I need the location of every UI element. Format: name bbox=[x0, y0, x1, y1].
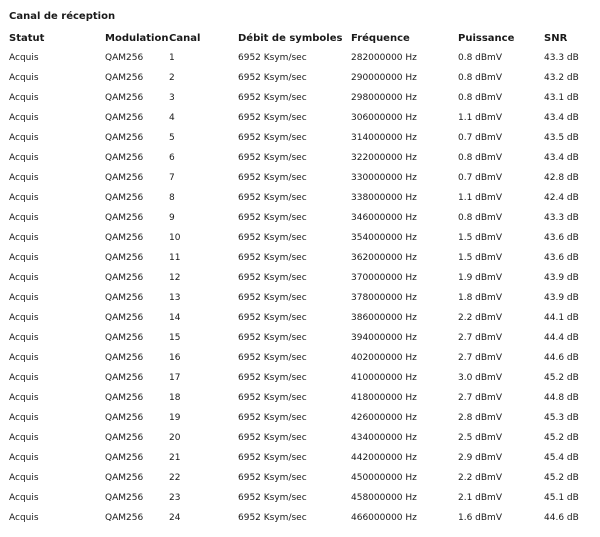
cell-statut: Acquis bbox=[9, 313, 39, 323]
cell-modulation: QAM256 bbox=[105, 213, 144, 223]
cell-puissance: 3.0 dBmV bbox=[458, 373, 502, 383]
table-row bbox=[0, 68, 600, 88]
column-header-snr: SNR bbox=[544, 32, 568, 44]
cell-frequence: 450000000 Hz bbox=[351, 473, 417, 483]
cell-debit: 6952 Ksym/sec bbox=[238, 153, 307, 163]
cell-debit: 6952 Ksym/sec bbox=[238, 373, 307, 383]
table-body bbox=[0, 48, 600, 528]
cell-canal: 20 bbox=[169, 433, 181, 443]
cell-statut: Acquis bbox=[9, 93, 39, 103]
column-header-modulation: Modulation bbox=[105, 32, 169, 44]
cell-statut: Acquis bbox=[9, 193, 39, 203]
cell-statut: Acquis bbox=[9, 293, 39, 303]
cell-debit: 6952 Ksym/sec bbox=[238, 113, 307, 123]
column-header-statut: Statut bbox=[9, 32, 45, 44]
cell-snr: 45.3 dB bbox=[544, 413, 579, 423]
cell-modulation: QAM256 bbox=[105, 293, 144, 303]
cell-modulation: QAM256 bbox=[105, 433, 144, 443]
cell-canal: 6 bbox=[169, 153, 175, 163]
table-row bbox=[0, 428, 600, 448]
cell-debit: 6952 Ksym/sec bbox=[238, 493, 307, 503]
cell-statut: Acquis bbox=[9, 473, 39, 483]
cell-canal: 16 bbox=[169, 353, 181, 363]
cell-debit: 6952 Ksym/sec bbox=[238, 393, 307, 403]
cell-puissance: 2.5 dBmV bbox=[458, 433, 502, 443]
cell-frequence: 362000000 Hz bbox=[351, 253, 417, 263]
cell-statut: Acquis bbox=[9, 413, 39, 423]
cell-modulation: QAM256 bbox=[105, 73, 144, 83]
cell-frequence: 314000000 Hz bbox=[351, 133, 417, 143]
cell-debit: 6952 Ksym/sec bbox=[238, 513, 307, 523]
cell-canal: 11 bbox=[169, 253, 181, 263]
cell-snr: 43.3 dB bbox=[544, 213, 579, 223]
cell-puissance: 1.8 dBmV bbox=[458, 293, 502, 303]
column-header-puissance: Puissance bbox=[458, 32, 515, 44]
cell-snr: 43.6 dB bbox=[544, 233, 579, 243]
cell-statut: Acquis bbox=[9, 393, 39, 403]
cell-debit: 6952 Ksym/sec bbox=[238, 213, 307, 223]
cell-canal: 3 bbox=[169, 93, 175, 103]
cell-modulation: QAM256 bbox=[105, 453, 144, 463]
cell-puissance: 0.7 dBmV bbox=[458, 173, 502, 183]
cell-canal: 7 bbox=[169, 173, 175, 183]
cell-frequence: 418000000 Hz bbox=[351, 393, 417, 403]
column-header-canal: Canal bbox=[169, 32, 201, 44]
cell-statut: Acquis bbox=[9, 73, 39, 83]
cell-frequence: 370000000 Hz bbox=[351, 273, 417, 283]
cell-canal: 14 bbox=[169, 313, 181, 323]
cell-frequence: 346000000 Hz bbox=[351, 213, 417, 223]
cell-debit: 6952 Ksym/sec bbox=[238, 473, 307, 483]
cell-canal: 22 bbox=[169, 473, 181, 483]
table-row bbox=[0, 88, 600, 108]
cell-snr: 45.1 dB bbox=[544, 493, 579, 503]
cell-modulation: QAM256 bbox=[105, 253, 144, 263]
cell-frequence: 378000000 Hz bbox=[351, 293, 417, 303]
cell-modulation: QAM256 bbox=[105, 493, 144, 503]
cell-snr: 43.4 dB bbox=[544, 113, 579, 123]
cell-puissance: 2.1 dBmV bbox=[458, 493, 502, 503]
cell-modulation: QAM256 bbox=[105, 53, 144, 63]
cell-modulation: QAM256 bbox=[105, 233, 144, 243]
cell-puissance: 2.7 dBmV bbox=[458, 393, 502, 403]
cell-debit: 6952 Ksym/sec bbox=[238, 313, 307, 323]
cell-statut: Acquis bbox=[9, 453, 39, 463]
cell-debit: 6952 Ksym/sec bbox=[238, 253, 307, 263]
cell-snr: 43.9 dB bbox=[544, 293, 579, 303]
cell-debit: 6952 Ksym/sec bbox=[238, 413, 307, 423]
table-row bbox=[0, 448, 600, 468]
table-row bbox=[0, 208, 600, 228]
cell-canal: 10 bbox=[169, 233, 181, 243]
cell-debit: 6952 Ksym/sec bbox=[238, 173, 307, 183]
cell-frequence: 466000000 Hz bbox=[351, 513, 417, 523]
table-row bbox=[0, 128, 600, 148]
column-header-frequence: Fréquence bbox=[351, 32, 410, 44]
cell-modulation: QAM256 bbox=[105, 273, 144, 283]
cell-statut: Acquis bbox=[9, 513, 39, 523]
table-row bbox=[0, 328, 600, 348]
cell-modulation: QAM256 bbox=[105, 333, 144, 343]
cell-canal: 19 bbox=[169, 413, 181, 423]
cell-modulation: QAM256 bbox=[105, 93, 144, 103]
cell-canal: 8 bbox=[169, 193, 175, 203]
cell-puissance: 0.8 dBmV bbox=[458, 213, 502, 223]
cell-frequence: 330000000 Hz bbox=[351, 173, 417, 183]
cell-statut: Acquis bbox=[9, 273, 39, 283]
table-row bbox=[0, 308, 600, 328]
cell-snr: 45.4 dB bbox=[544, 453, 579, 463]
cell-debit: 6952 Ksym/sec bbox=[238, 93, 307, 103]
cell-modulation: QAM256 bbox=[105, 373, 144, 383]
cell-snr: 43.2 dB bbox=[544, 73, 579, 83]
cell-canal: 5 bbox=[169, 133, 175, 143]
cell-puissance: 1.1 dBmV bbox=[458, 193, 502, 203]
cell-canal: 24 bbox=[169, 513, 181, 523]
cell-modulation: QAM256 bbox=[105, 353, 144, 363]
downstream-channel-table bbox=[0, 28, 600, 528]
cell-puissance: 2.7 dBmV bbox=[458, 333, 502, 343]
cell-canal: 23 bbox=[169, 493, 181, 503]
table-row bbox=[0, 228, 600, 248]
cell-modulation: QAM256 bbox=[105, 313, 144, 323]
column-header-debit: Débit de symboles bbox=[238, 32, 343, 44]
table-row bbox=[0, 48, 600, 68]
cell-frequence: 322000000 Hz bbox=[351, 153, 417, 163]
table-row bbox=[0, 268, 600, 288]
cell-debit: 6952 Ksym/sec bbox=[238, 73, 307, 83]
cell-frequence: 338000000 Hz bbox=[351, 193, 417, 203]
cell-snr: 43.6 dB bbox=[544, 253, 579, 263]
cell-statut: Acquis bbox=[9, 153, 39, 163]
cell-puissance: 0.8 dBmV bbox=[458, 153, 502, 163]
cell-frequence: 394000000 Hz bbox=[351, 333, 417, 343]
cell-modulation: QAM256 bbox=[105, 193, 144, 203]
cell-modulation: QAM256 bbox=[105, 393, 144, 403]
cell-snr: 44.4 dB bbox=[544, 333, 579, 343]
cell-snr: 43.4 dB bbox=[544, 153, 579, 163]
cell-canal: 9 bbox=[169, 213, 175, 223]
cell-debit: 6952 Ksym/sec bbox=[238, 453, 307, 463]
cell-snr: 45.2 dB bbox=[544, 433, 579, 443]
cell-frequence: 354000000 Hz bbox=[351, 233, 417, 243]
cell-statut: Acquis bbox=[9, 333, 39, 343]
cell-frequence: 306000000 Hz bbox=[351, 113, 417, 123]
cell-statut: Acquis bbox=[9, 433, 39, 443]
cell-snr: 42.8 dB bbox=[544, 173, 579, 183]
cell-canal: 1 bbox=[169, 53, 175, 63]
cell-statut: Acquis bbox=[9, 373, 39, 383]
cell-frequence: 386000000 Hz bbox=[351, 313, 417, 323]
cell-statut: Acquis bbox=[9, 113, 39, 123]
cell-puissance: 2.8 dBmV bbox=[458, 413, 502, 423]
cell-statut: Acquis bbox=[9, 173, 39, 183]
cell-snr: 43.9 dB bbox=[544, 273, 579, 283]
cell-debit: 6952 Ksym/sec bbox=[238, 233, 307, 243]
cell-puissance: 1.1 dBmV bbox=[458, 113, 502, 123]
cell-canal: 21 bbox=[169, 453, 181, 463]
cell-snr: 44.8 dB bbox=[544, 393, 579, 403]
cell-statut: Acquis bbox=[9, 53, 39, 63]
cell-modulation: QAM256 bbox=[105, 513, 144, 523]
cell-snr: 43.1 dB bbox=[544, 93, 579, 103]
cell-snr: 44.6 dB bbox=[544, 513, 579, 523]
cell-statut: Acquis bbox=[9, 253, 39, 263]
cell-puissance: 1.5 dBmV bbox=[458, 233, 502, 243]
table-row bbox=[0, 288, 600, 308]
cell-frequence: 290000000 Hz bbox=[351, 73, 417, 83]
cell-debit: 6952 Ksym/sec bbox=[238, 53, 307, 63]
cell-canal: 4 bbox=[169, 113, 175, 123]
cell-puissance: 1.9 dBmV bbox=[458, 273, 502, 283]
table-row bbox=[0, 468, 600, 488]
cell-puissance: 0.8 dBmV bbox=[458, 73, 502, 83]
table-row bbox=[0, 108, 600, 128]
cell-debit: 6952 Ksym/sec bbox=[238, 273, 307, 283]
cell-puissance: 0.7 dBmV bbox=[458, 133, 502, 143]
table-header bbox=[0, 28, 600, 48]
table-row bbox=[0, 408, 600, 428]
cell-statut: Acquis bbox=[9, 493, 39, 503]
cell-debit: 6952 Ksym/sec bbox=[238, 333, 307, 343]
cell-puissance: 0.8 dBmV bbox=[458, 53, 502, 63]
cell-puissance: 1.6 dBmV bbox=[458, 513, 502, 523]
cell-debit: 6952 Ksym/sec bbox=[238, 133, 307, 143]
cell-frequence: 402000000 Hz bbox=[351, 353, 417, 363]
cell-canal: 12 bbox=[169, 273, 181, 283]
cell-snr: 43.3 dB bbox=[544, 53, 579, 63]
cell-frequence: 426000000 Hz bbox=[351, 413, 417, 423]
cell-frequence: 282000000 Hz bbox=[351, 53, 417, 63]
header-row bbox=[0, 28, 600, 48]
cell-puissance: 1.5 dBmV bbox=[458, 253, 502, 263]
cell-modulation: QAM256 bbox=[105, 113, 144, 123]
cell-debit: 6952 Ksym/sec bbox=[238, 193, 307, 203]
table-row bbox=[0, 168, 600, 188]
cell-modulation: QAM256 bbox=[105, 413, 144, 423]
cell-canal: 2 bbox=[169, 73, 175, 83]
cell-canal: 17 bbox=[169, 373, 181, 383]
cell-puissance: 0.8 dBmV bbox=[458, 93, 502, 103]
table-row bbox=[0, 248, 600, 268]
cell-modulation: QAM256 bbox=[105, 173, 144, 183]
cell-debit: 6952 Ksym/sec bbox=[238, 353, 307, 363]
cell-frequence: 458000000 Hz bbox=[351, 493, 417, 503]
table-row bbox=[0, 488, 600, 508]
cell-frequence: 410000000 Hz bbox=[351, 373, 417, 383]
cell-statut: Acquis bbox=[9, 133, 39, 143]
cell-frequence: 434000000 Hz bbox=[351, 433, 417, 443]
cell-puissance: 2.2 dBmV bbox=[458, 313, 502, 323]
cell-canal: 15 bbox=[169, 333, 181, 343]
cell-debit: 6952 Ksym/sec bbox=[238, 433, 307, 443]
cell-snr: 44.1 dB bbox=[544, 313, 579, 323]
table-row bbox=[0, 188, 600, 208]
table-row bbox=[0, 148, 600, 168]
cell-statut: Acquis bbox=[9, 353, 39, 363]
cell-snr: 44.6 dB bbox=[544, 353, 579, 363]
cell-snr: 45.2 dB bbox=[544, 373, 579, 383]
cell-canal: 18 bbox=[169, 393, 181, 403]
cell-snr: 43.5 dB bbox=[544, 133, 579, 143]
cell-puissance: 2.9 dBmV bbox=[458, 453, 502, 463]
table-row bbox=[0, 368, 600, 388]
cell-snr: 45.2 dB bbox=[544, 473, 579, 483]
cell-frequence: 298000000 Hz bbox=[351, 93, 417, 103]
cell-snr: 42.4 dB bbox=[544, 193, 579, 203]
cell-statut: Acquis bbox=[9, 213, 39, 223]
cell-puissance: 2.2 dBmV bbox=[458, 473, 502, 483]
cell-puissance: 2.7 dBmV bbox=[458, 353, 502, 363]
cell-modulation: QAM256 bbox=[105, 153, 144, 163]
table-row bbox=[0, 388, 600, 408]
cell-modulation: QAM256 bbox=[105, 133, 144, 143]
cell-statut: Acquis bbox=[9, 233, 39, 243]
section-title: Canal de réception bbox=[9, 11, 116, 22]
cell-modulation: QAM256 bbox=[105, 473, 144, 483]
table-row bbox=[0, 348, 600, 368]
cell-debit: 6952 Ksym/sec bbox=[238, 293, 307, 303]
cell-frequence: 442000000 Hz bbox=[351, 453, 417, 463]
cell-canal: 13 bbox=[169, 293, 181, 303]
table-row bbox=[0, 508, 600, 528]
